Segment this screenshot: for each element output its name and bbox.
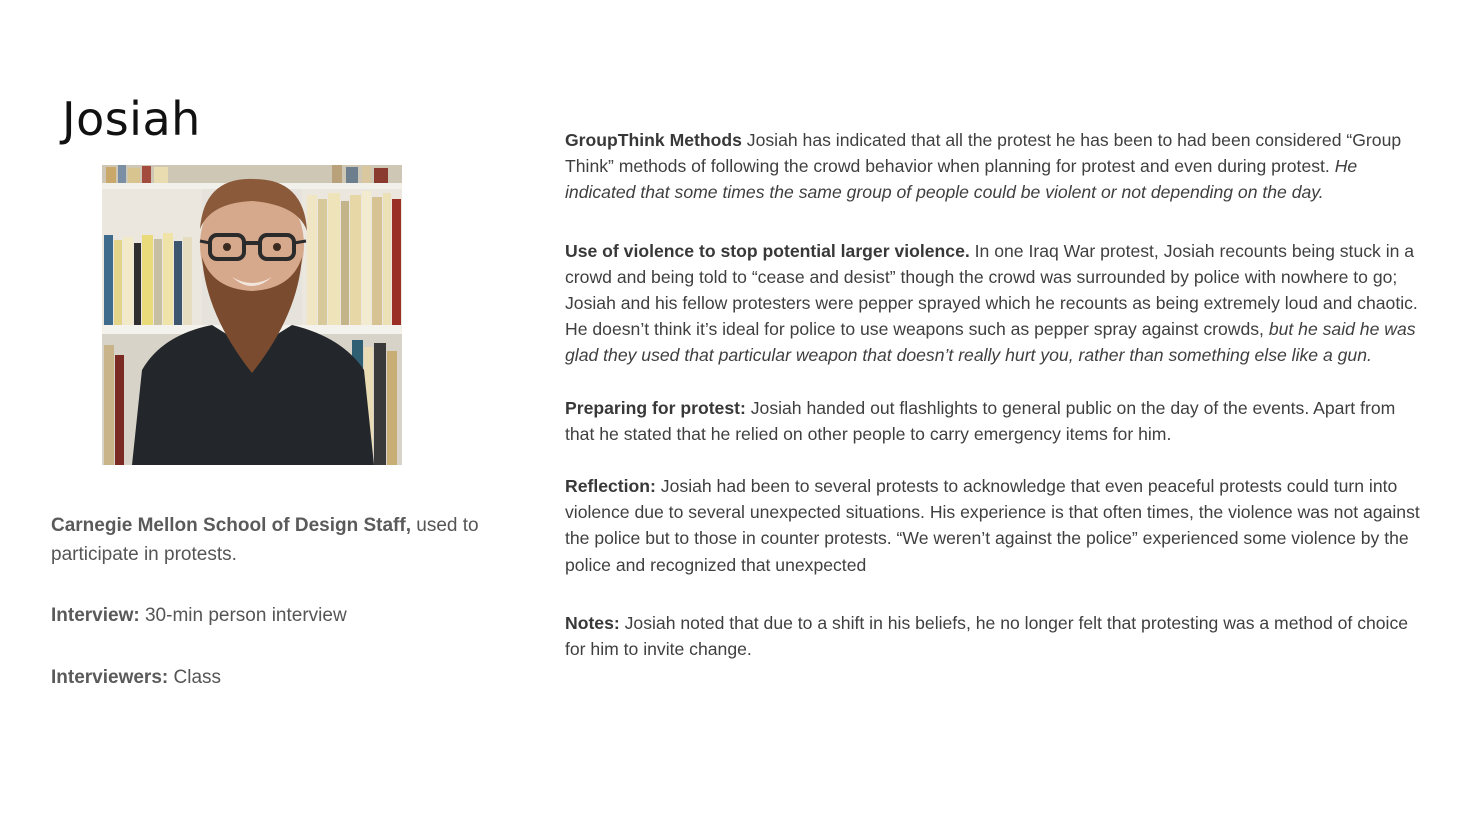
- violence-paragraph: [565, 238, 1425, 369]
- groupthink-italic: He indicated that some times the same group of people could be violent or not depending on the day.: [565, 156, 1358, 203]
- findings-column: [565, 127, 1425, 662]
- reflection-text: Josiah had been to several protests to acknowledge that even peaceful protests could turn into violence due to several unexpected situations. His experience is that often times, the violence was not against the police but to those in counter protests. “We weren’t against the police” experienced some violence by the police and recognized that unexpected: [565, 476, 1420, 575]
- violence-italic: but he said he was glad they used that particular weapon that doesn’t really hurt you, rather than something else like a gun.: [565, 319, 1416, 366]
- preparing-paragraph: [565, 395, 1425, 447]
- portrait-image: [102, 165, 402, 465]
- groupthink-paragraph: [565, 127, 1425, 206]
- affiliation: [51, 511, 501, 569]
- reflection-paragraph: [565, 473, 1425, 578]
- interviewers-line: [51, 663, 501, 692]
- preparing-label: Preparing for protest:: [565, 397, 746, 418]
- interview-label: Interview:: [51, 605, 140, 626]
- interview-value: 30-min person interview: [139, 605, 347, 626]
- violence-text: In one Iraq War protest, Josiah recounts being stuck in a crowd and being told to “cease and desist” though the crowd was surrounded by police with nowhere to go; Josiah and his fellow protesters were pepper sprayed which he recounts as being extremely loud and chaotic. He doesn’t think it’s ideal for police to use weapons such as pepper spray against crowds,: [565, 240, 1418, 340]
- interviewers-value: Class: [168, 667, 222, 688]
- notes-paragraph: [565, 610, 1425, 662]
- reflection-label: Reflection:: [565, 476, 656, 497]
- notes-label: Notes:: [565, 612, 620, 633]
- interviewers-label: Interviewers:: [51, 667, 169, 688]
- preparing-text: Josiah handed out flashlights to general public on the day of the events. Apart from that he stated that he relied on other people to carry emergency items for him.: [565, 397, 1396, 444]
- groupthink-label: GroupThink Methods: [565, 130, 742, 150]
- profile-photo: [102, 165, 402, 465]
- page-title: Josiah: [62, 92, 201, 146]
- affiliation-text: used to participate in protests.: [51, 515, 479, 565]
- profile-info: [51, 511, 501, 692]
- affiliation-label: Carnegie Mellon School of Design Staff,: [51, 515, 411, 536]
- interview-line: [51, 601, 501, 630]
- violence-label: Use of violence to stop potential larger violence.: [565, 240, 970, 261]
- notes-text: Josiah noted that due to a shift in his beliefs, he no longer felt that protesting was a method of choice for him to invite change.: [565, 612, 1409, 660]
- groupthink-text: Josiah has indicated that all the protest he has been to had been considered “Group Think” methods of following the crowd behavior when planning for protest and even during protest.: [565, 130, 1402, 177]
